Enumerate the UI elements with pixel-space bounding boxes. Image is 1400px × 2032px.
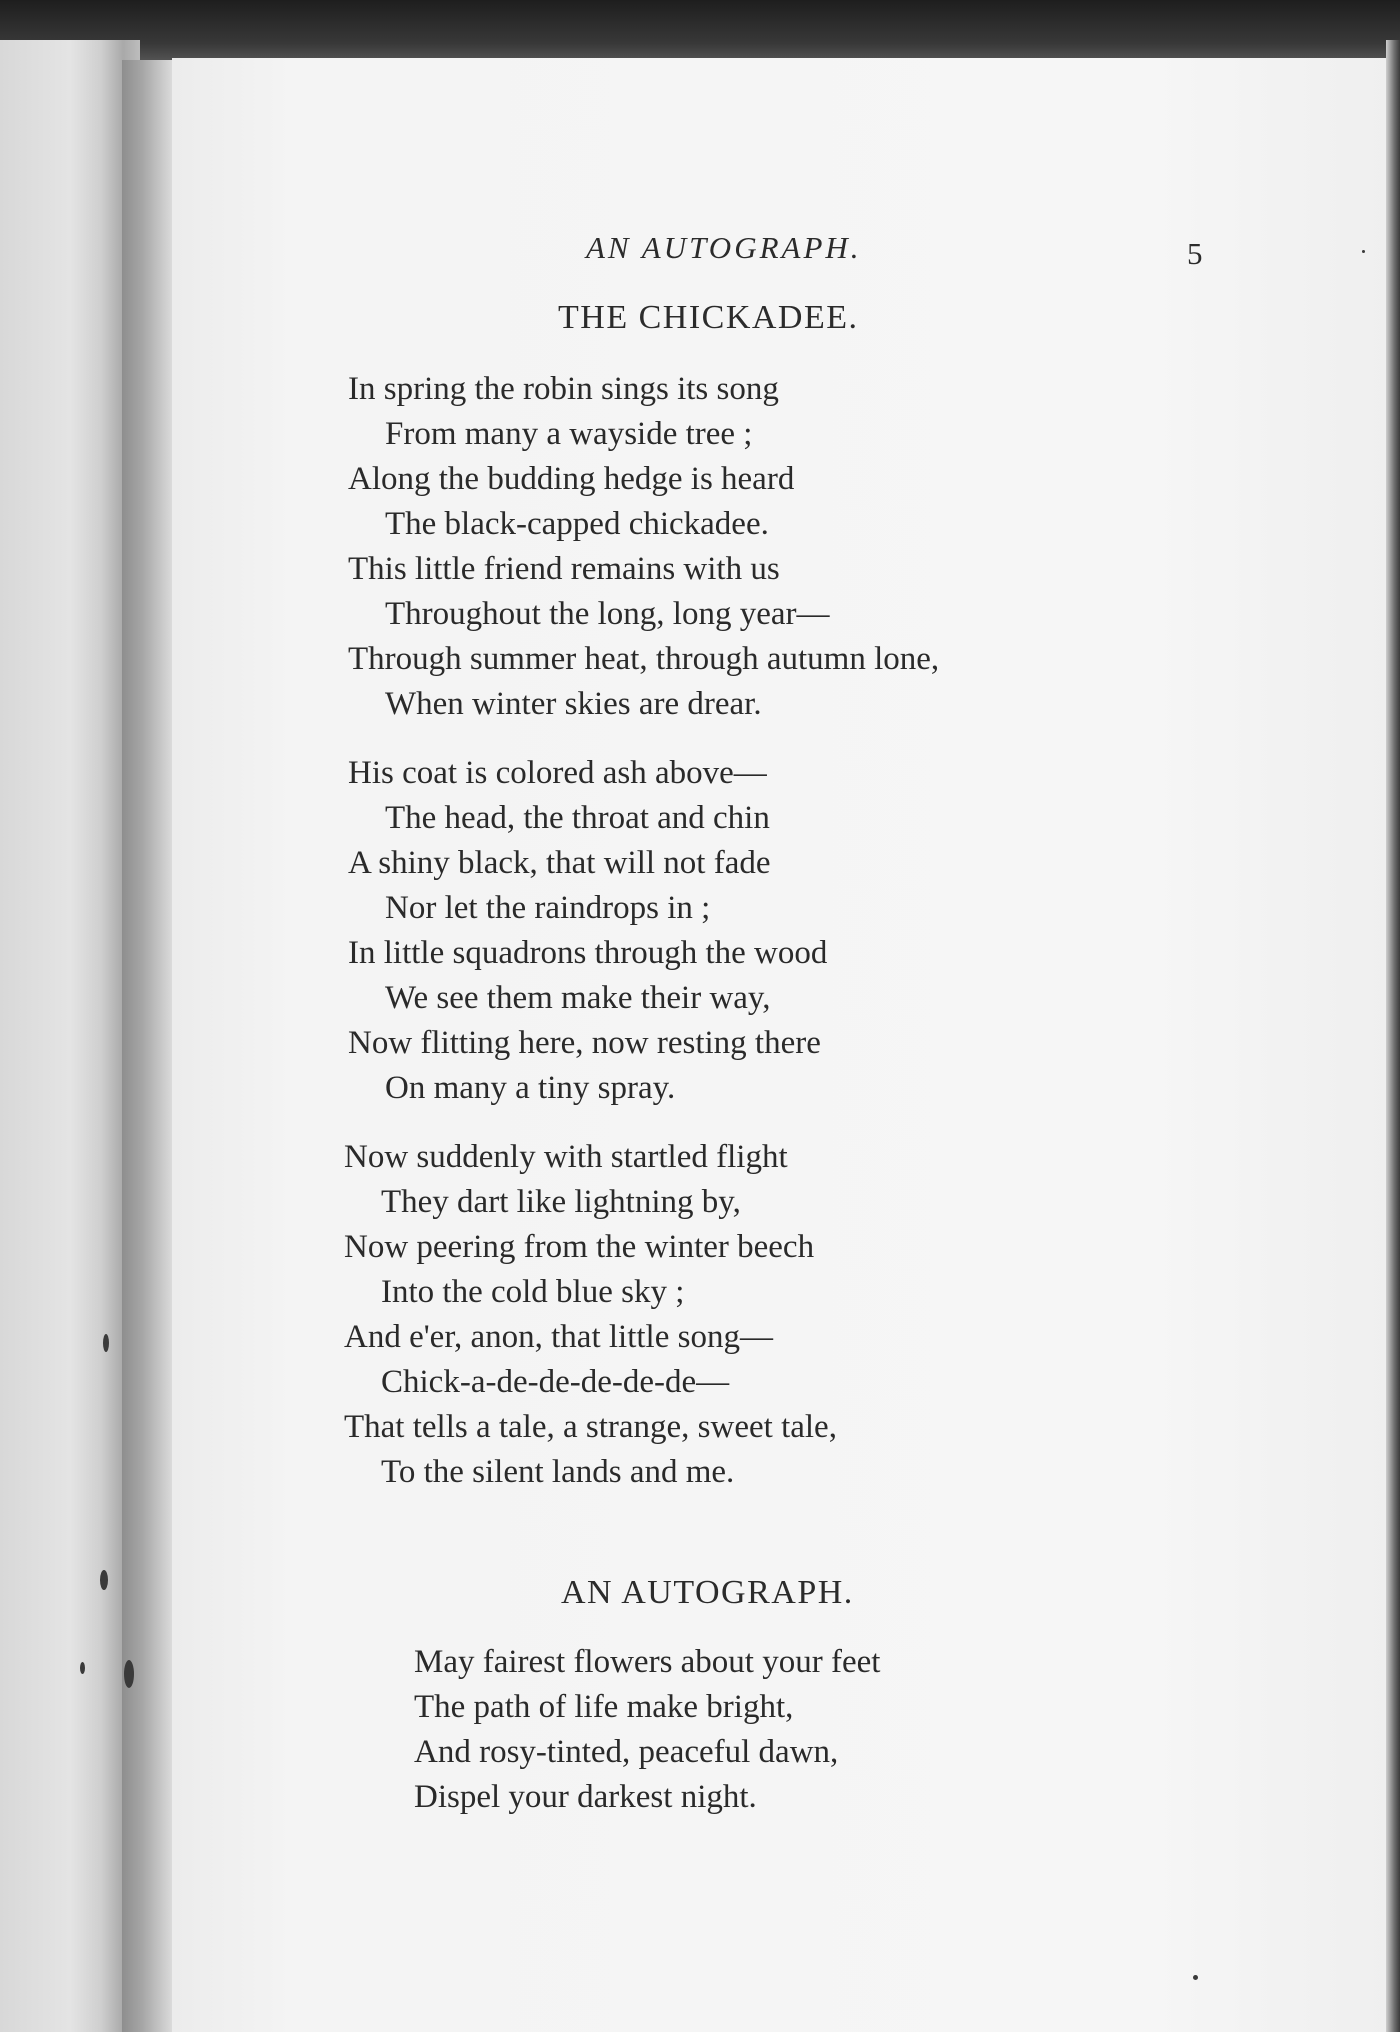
verse-line: Throughout the long, long year— bbox=[385, 596, 830, 632]
verse-line: And rosy-tinted, peaceful dawn, bbox=[414, 1734, 839, 1770]
previous-page-edge bbox=[0, 40, 140, 2032]
verse-line: A shiny black, that will not fade bbox=[348, 845, 771, 881]
gutter-blemish bbox=[124, 1660, 134, 1688]
verse-line: Now suddenly with startled flight bbox=[344, 1139, 788, 1175]
verse-line: Along the budding hedge is heard bbox=[348, 461, 795, 497]
verse-line: The head, the throat and chin bbox=[385, 800, 770, 836]
verse-line: His coat is colored ash above— bbox=[348, 755, 767, 791]
verse-line: They dart like lightning by, bbox=[381, 1184, 741, 1220]
verse-line: The black-capped chickadee. bbox=[385, 506, 769, 542]
stanza-autograph bbox=[414, 1640, 880, 1820]
verse-line: Through summer heat, through autumn lone, bbox=[348, 641, 940, 677]
verse-line: May fairest flowers about your feet bbox=[414, 1644, 881, 1680]
verse-line: And e'er, anon, that little song— bbox=[344, 1319, 773, 1355]
gutter-blemish bbox=[100, 1570, 108, 1590]
verse-line: Nor let the raindrops in ; bbox=[385, 890, 711, 926]
scan-top-border bbox=[0, 0, 1400, 62]
verse-line: Dispel your darkest night. bbox=[414, 1779, 757, 1815]
running-head: AN AUTOGRAPH. bbox=[586, 230, 862, 265]
page-speck bbox=[1193, 1975, 1198, 1980]
verse-line: That tells a tale, a strange, sweet tale, bbox=[344, 1409, 837, 1445]
verse-line: The path of life make bright, bbox=[414, 1689, 794, 1725]
scan-right-border bbox=[1386, 40, 1400, 2032]
gutter-blemish bbox=[80, 1662, 85, 1674]
gutter-blemish bbox=[103, 1334, 109, 1352]
verse-line: This little friend remains with us bbox=[348, 551, 780, 587]
poem-title-chickadee: THE CHICKADEE. bbox=[558, 299, 859, 336]
stanza-1 bbox=[348, 367, 939, 727]
verse-line: In spring the robin sings its song bbox=[348, 371, 779, 407]
stanza-2 bbox=[348, 751, 827, 1111]
page-speck bbox=[1362, 250, 1365, 253]
stanza-3 bbox=[344, 1135, 837, 1495]
verse-line: In little squadrons through the wood bbox=[348, 935, 828, 971]
verse-line: Now flitting here, now resting there bbox=[348, 1025, 821, 1061]
verse-line: From many a wayside tree ; bbox=[385, 416, 753, 452]
verse-line: When winter skies are drear. bbox=[385, 686, 762, 722]
verse-line: To the silent lands and me. bbox=[381, 1454, 735, 1490]
verse-line: Now peering from the winter beech bbox=[344, 1229, 815, 1265]
poem-title-autograph: AN AUTOGRAPH. bbox=[561, 1574, 854, 1611]
verse-line: Chick-a-de-de-de-de-de— bbox=[381, 1364, 730, 1400]
verse-line: We see them make their way, bbox=[385, 980, 771, 1016]
verse-line: On many a tiny spray. bbox=[385, 1070, 676, 1106]
verse-line: Into the cold blue sky ; bbox=[381, 1274, 685, 1310]
page-number: 5 bbox=[1187, 236, 1203, 271]
